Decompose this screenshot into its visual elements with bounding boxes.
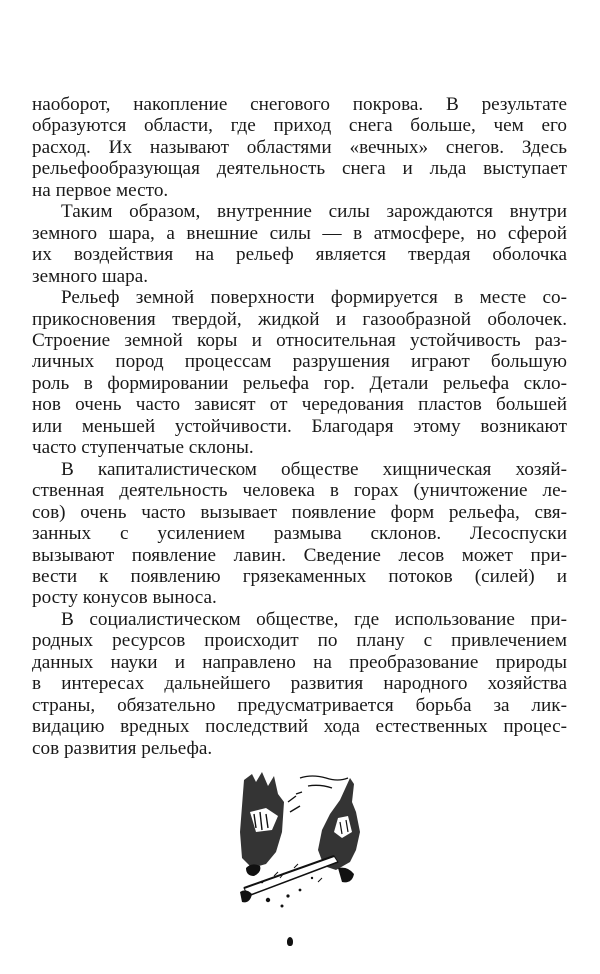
- text-line: сов развития рельефа.: [32, 737, 213, 759]
- text-line: Строение земной коры и относительная устойчивость раз-: [32, 329, 567, 351]
- paragraph-4: [32, 459, 567, 609]
- text-line: родных ресурсов происходит по плану с привлечением: [32, 630, 567, 652]
- text-line: данных науки и направлено на преобразование природы: [32, 651, 567, 673]
- text-line: нов очень часто зависят от чередования пластов большей: [32, 394, 567, 416]
- text-line: на первое место.: [32, 179, 169, 201]
- text-line: наоборот, накопление снегового покрова. В результате: [32, 94, 567, 115]
- text-line: Таким образом, внутренние силы зарождаются внутри: [61, 201, 567, 223]
- text-line: образуются области, где приход снега больше, чем его: [32, 115, 567, 137]
- text-line: рельефообразующая деятельность снега и льда выступает: [32, 158, 567, 180]
- text-line: роль в формировании рельефа гор. Детали рельефа скло-: [32, 372, 567, 394]
- end-ornament-dot: [287, 937, 293, 946]
- text-line: или меньшей устойчивости. Благодаря этому возникают: [32, 415, 567, 437]
- text-line: в интересах дальнейшего развития народного хозяйства: [32, 673, 567, 695]
- text-line: ственная деятельность человека в горах (уничтожение ле-: [32, 480, 567, 502]
- paragraph-3: [32, 287, 567, 459]
- text-line: земного шара, а внешние силы — в атмосфере, но сферой: [32, 222, 567, 244]
- text-line: В капиталистическом обществе хищническая хозяй-: [61, 458, 567, 480]
- text-line: В социалистическом обществе, где использование при-: [61, 608, 567, 630]
- text-line: часто ступенчатые склоны.: [32, 437, 254, 459]
- text-line: прикосновения твердой, жидкой и газообразной оболочек.: [32, 308, 567, 330]
- text-line: страны, обязательно предусматривается борьба за лик-: [32, 694, 567, 716]
- text-line: росту конусов выноса.: [32, 587, 217, 609]
- mountain-gorge-illustration: [238, 772, 362, 912]
- text-line: сов) очень часто вызывает появление форм рельефа, свя-: [32, 501, 567, 523]
- text-line: видацию вредных последствий хода естественных процес-: [32, 716, 567, 738]
- text-line: занных с усилением размыва склонов. Лесоспуски: [32, 523, 567, 545]
- page-body-text: [32, 94, 567, 759]
- text-line: их воздействия на рельеф является твердая оболочка: [32, 244, 567, 266]
- text-line: вести к появлению грязекаменных потоков (силей) и: [32, 565, 567, 587]
- text-line: Рельеф земной поверхности формируется в месте со-: [61, 287, 567, 309]
- text-line: личных пород процессам разрушения играют большую: [32, 351, 567, 373]
- paragraph-2: [32, 201, 567, 287]
- text-line: вызывают появление лавин. Сведение лесов может при-: [32, 544, 567, 566]
- text-line: земного шара.: [32, 265, 149, 287]
- text-line: расход. Их называют областями «вечных» снегов. Здесь: [32, 136, 567, 158]
- paragraph-1: [32, 94, 567, 201]
- paragraph-5: [32, 609, 567, 759]
